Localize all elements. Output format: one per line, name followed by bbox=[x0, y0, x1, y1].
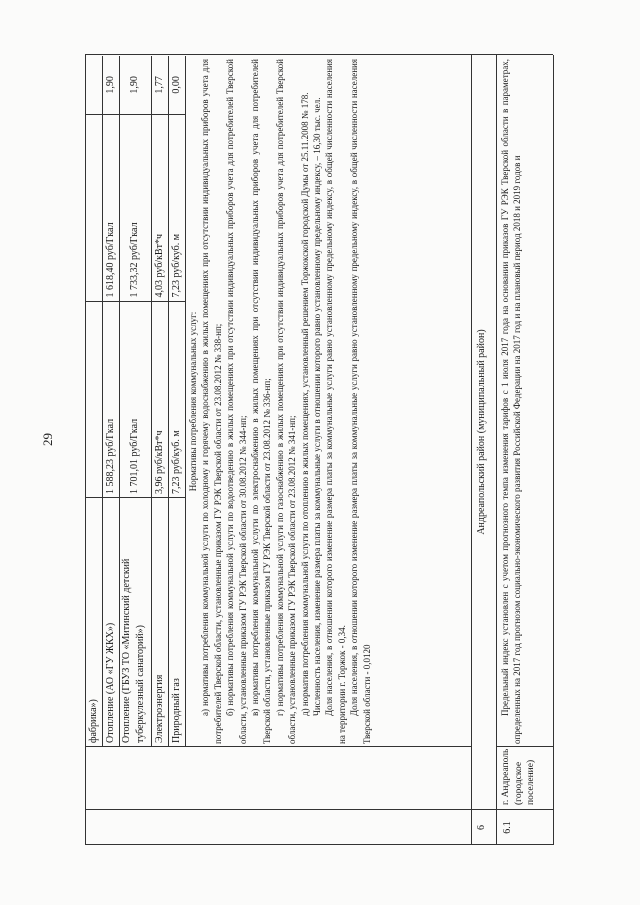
row-number: 6.1 bbox=[502, 821, 513, 834]
tariff-table bbox=[85, 56, 182, 746]
row-description bbox=[499, 59, 524, 744]
tariff-label-line1: Отопление (ГБУЗ ТО «Митинский детский bbox=[121, 558, 132, 743]
row-description-text: Предельный индекс установлен с учетом прогнозного темпа изменения тарифов с 1 июля 2017 года на основании приказов ГУ РЭК Тверской области в параметрах, определенных на 2017 год прогнозом социально-экономического развития Российской Федерации на 2017 год и на плановый период 2018 и 2019 годов и bbox=[500, 59, 523, 744]
normative-g: г) нормативы потребления коммунальной услуги по газоснабжению в жилых помещениях при отсутствии индивидуальных приборов учета для потребителей Тверской области, установленные приказом ГУ РЭК Тверской области от 23.08.2012 № 341-нп; bbox=[274, 59, 298, 744]
tariff-label-line2: туберкулезный санаторий») bbox=[135, 624, 146, 743]
table-row bbox=[102, 56, 120, 746]
normative-d: д) норматив потребления коммунальной услуги по отоплению в жилых помещениях, установленный решением Торжокской городской Думы от 25.11.2008 № 178. bbox=[299, 92, 310, 716]
share-text-1: Доля населения, в отношении которого изменение размера платы за коммунальные услуги равно установленному предельному индексу, в общей численности населения на территории г. Торжок - 0,34. bbox=[324, 59, 347, 744]
table-row bbox=[168, 56, 186, 746]
row-number: 6 bbox=[476, 825, 487, 830]
municipality-name: г. Андреаполь (городское поселение) bbox=[501, 748, 536, 805]
population-text: Численность населения, изменение размера платы за коммунальные услуги в отношении которого равно установленному предельному индексу, – 16,30 тыс. чел. bbox=[312, 97, 323, 716]
tariff-value-after: 1 733,32 руб/Гкал bbox=[119, 114, 151, 301]
tariff-label: Природный газ bbox=[168, 497, 185, 746]
tariff-label: Электроэнергия bbox=[151, 497, 168, 746]
normative-b: б) нормативы потребления коммунальной услуги по водоотведению в жилых помещениях при отсутствии индивидуальных приборов учета для потребителей Тверской области, установленные приказом ГУ РЭК Тверской области от 30.08.2012 № 344-нп; bbox=[225, 59, 248, 744]
district-title: Андреапольский район (муниципальный район) bbox=[476, 329, 487, 535]
normative-v: в) нормативы потребления коммунальной услуги по электроснабжению в жилых помещениях при отсутствии индивидуальных приборов учета для потребителей Тверской области, установленные приказом ГУ РЭК Тверской области от 23.08.2012 № 336-нп; bbox=[250, 59, 273, 744]
table-row bbox=[119, 56, 152, 746]
tariff-index: 1,90 bbox=[129, 76, 140, 94]
tariff-label: Отопление (АО «ГУ ЖКХ») bbox=[102, 497, 119, 746]
tariff-value-after bbox=[85, 114, 102, 301]
table-row bbox=[85, 56, 103, 746]
tariff-value-before bbox=[85, 301, 102, 497]
tariff-index: 0,00 bbox=[171, 76, 182, 94]
tariff-value-before: 7,23 руб/куб. м bbox=[168, 301, 185, 497]
tariff-value-after: 4,03 руб/кВт*ч bbox=[151, 114, 168, 301]
tariff-value-after: 1 618,40 руб/Гкал bbox=[102, 114, 119, 301]
rotated-table bbox=[85, 55, 553, 845]
normative-a: а) нормативы потребления коммунальной услуги по холодному и горячему водоснабжению в жилых помещениях при отсутствии индивидуальных приборов учета для потребителей Тверской области, установленные приказом ГУ РЭК Тверской области от 23.08.2012 № 338-нп; bbox=[200, 59, 223, 744]
normatives-heading: Нормативы потребления коммунальных услуг: bbox=[188, 311, 198, 492]
share-text-2: Доля населения, в отношении которого изменение размера платы за коммунальные услуги равно установленному предельному индексу, в общей численности населения Тверской области - 0,0120 bbox=[349, 59, 372, 744]
normatives-text bbox=[187, 59, 373, 744]
tariff-value-after: 7,23 руб/куб. м bbox=[168, 114, 185, 301]
tariff-label: фабрика») bbox=[85, 497, 102, 746]
page-number: 29 bbox=[40, 433, 55, 446]
tariff-index bbox=[85, 56, 102, 114]
tariff-value-before: 1 588,23 руб/Гкал bbox=[102, 301, 119, 497]
tariff-label bbox=[119, 497, 151, 746]
tariff-index: 1,77 bbox=[154, 76, 165, 94]
table-row bbox=[151, 56, 169, 746]
tariff-index: 1,90 bbox=[105, 76, 116, 94]
tariff-value-before: 1 701,01 руб/Гкал bbox=[119, 301, 151, 497]
tariff-value-before: 3,96 руб/кВт*ч bbox=[151, 301, 168, 497]
